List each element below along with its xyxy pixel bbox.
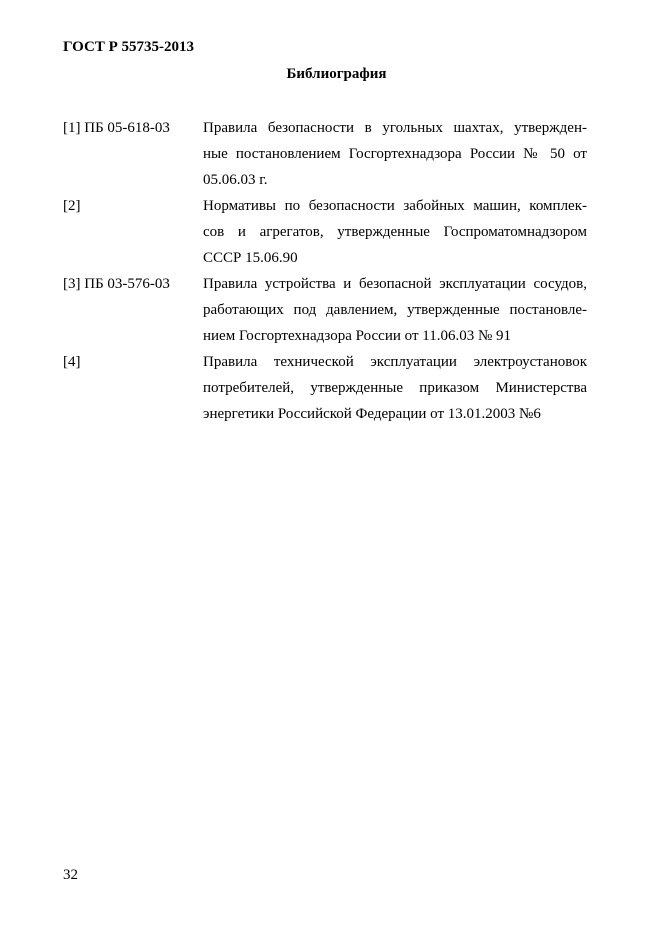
entry-line: сов и агрегатов, утвержденные Госпроматомнадзором [203,224,587,240]
entry-line: нием Госгортехнадзора России от 11.06.03 № 91 [203,328,512,344]
entry-label: [1] ПБ 05-618-03 [63,120,170,136]
bibliography-entry-1 [63,115,587,193]
entry-text [203,115,587,193]
entry-line: ные постановлением Госгортехнадзора России № 50 от [203,146,587,162]
entry-line: потребителей, утвержденные приказом Министерства [203,380,587,396]
entry-line: энергетики Российской Федерации от 13.01.2003 №6 [203,406,541,422]
entry-label: [3] ПБ 03-576-03 [63,276,170,292]
entry-line: Правила безопасности в угольных шахтах, утвержден- [203,120,587,136]
entry-label: [4] [63,354,81,370]
page-title [0,64,661,84]
entry-line: работающих под давлением, утвержденные постановле- [203,302,587,318]
bibliography-entry-4 [63,349,587,427]
bibliography-entry-3 [63,271,587,349]
entry-text [203,271,587,349]
entry-line: СССР 15.06.90 [203,250,298,266]
page-number: 32 [63,867,78,883]
bibliography-title: Библиография [286,66,387,82]
entry-line: 05.06.03 г. [203,172,268,188]
entry-line: Правила технической эксплуатации электроустановок [203,354,587,370]
entry-line: Правила устройства и безопасной эксплуатации сосудов, [203,276,587,292]
bibliography-list [63,115,587,427]
entry-line: Нормативы по безопасности забойных машин, комплек- [203,198,587,214]
entry-text [203,349,587,427]
bibliography-entry-2 [63,193,587,271]
entry-label: [2] [63,198,81,214]
document-code: ГОСТ Р 55735-2013 [63,39,195,55]
entry-text [203,193,587,271]
